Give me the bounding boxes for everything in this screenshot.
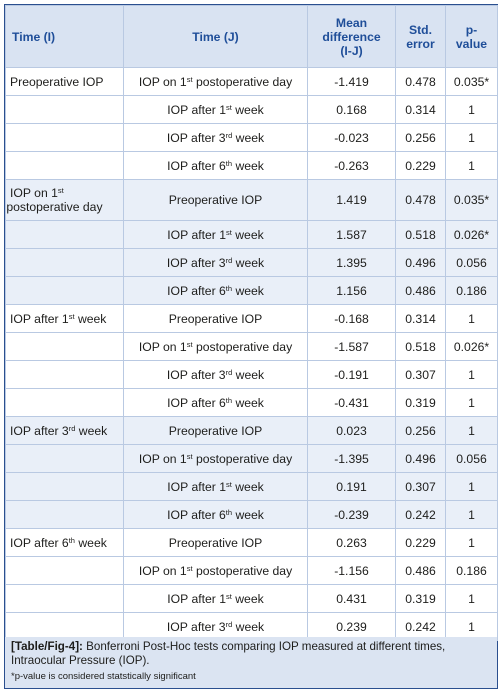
cell-mean-difference: -1.587	[308, 333, 396, 361]
cell-std-error: 0.242	[396, 613, 446, 641]
cell-mean-difference: -1.395	[308, 445, 396, 473]
cell-time-j: IOP after 6th week	[124, 152, 308, 180]
table-row	[6, 249, 498, 277]
cell-time-i: Preoperative IOP	[6, 68, 124, 96]
cell-mean-difference: -0.239	[308, 501, 396, 529]
header-mean-difference: Mean difference (I-J)	[308, 6, 396, 68]
cell-time-j: IOP after 3rd week	[124, 613, 308, 641]
cell-mean-difference: -0.023	[308, 124, 396, 152]
cell-std-error: 0.307	[396, 473, 446, 501]
cell-time-i	[6, 249, 124, 277]
cell-time-i	[6, 557, 124, 585]
cell-time-j: IOP after 1st week	[124, 96, 308, 124]
cell-p-value: 0.056	[446, 249, 498, 277]
cell-std-error: 0.478	[396, 180, 446, 221]
cell-time-j: IOP after 3rd week	[124, 361, 308, 389]
cell-time-i: IOP on 1st postoperative day	[6, 180, 124, 221]
cell-std-error: 0.256	[396, 124, 446, 152]
cell-time-i	[6, 389, 124, 417]
cell-p-value: 1	[446, 585, 498, 613]
cell-p-value: 1	[446, 124, 498, 152]
cell-time-i: IOP after 1st week	[6, 305, 124, 333]
cell-time-j: Preoperative IOP	[124, 529, 308, 557]
table-row	[6, 124, 498, 152]
cell-mean-difference: -1.156	[308, 557, 396, 585]
table-row	[6, 68, 498, 96]
cell-std-error: 0.496	[396, 445, 446, 473]
cell-mean-difference: 1.156	[308, 277, 396, 305]
cell-time-j: IOP after 6th week	[124, 277, 308, 305]
cell-time-i	[6, 96, 124, 124]
cell-std-error: 0.242	[396, 501, 446, 529]
cell-time-j: IOP after 1st week	[124, 221, 308, 249]
cell-std-error: 0.229	[396, 529, 446, 557]
cell-time-i	[6, 585, 124, 613]
cell-mean-difference: 1.419	[308, 180, 396, 221]
cell-p-value: 0.186	[446, 277, 498, 305]
cell-std-error: 0.307	[396, 361, 446, 389]
table-figure	[4, 4, 498, 689]
table-row	[6, 333, 498, 361]
cell-std-error: 0.319	[396, 585, 446, 613]
cell-time-j: Preoperative IOP	[124, 180, 308, 221]
table-row	[6, 389, 498, 417]
caption-text: Bonferroni Post-Hoc tests comparing IOP measured at different times, Intraocular Pressure (IOP).	[11, 640, 446, 667]
cell-time-i	[6, 152, 124, 180]
cell-p-value: 1	[446, 389, 498, 417]
table-row	[6, 305, 498, 333]
cell-p-value: 0.026*	[446, 333, 498, 361]
cell-time-i	[6, 124, 124, 152]
cell-time-i	[6, 445, 124, 473]
table-row	[6, 96, 498, 124]
cell-mean-difference: 0.168	[308, 96, 396, 124]
cell-std-error: 0.518	[396, 221, 446, 249]
cell-std-error: 0.518	[396, 333, 446, 361]
cell-mean-difference: 0.239	[308, 613, 396, 641]
bonferroni-table	[5, 5, 498, 641]
header-time-i: Time (I)	[6, 6, 124, 68]
table-caption	[5, 637, 497, 688]
cell-mean-difference: 0.263	[308, 529, 396, 557]
table-row	[6, 417, 498, 445]
cell-time-j: IOP after 1st week	[124, 585, 308, 613]
cell-time-j: IOP after 6th week	[124, 389, 308, 417]
caption-label: [Table/Fig-4]:	[11, 640, 83, 653]
cell-std-error: 0.314	[396, 96, 446, 124]
header-std-error: Std. error	[396, 6, 446, 68]
cell-std-error: 0.256	[396, 417, 446, 445]
cell-time-i	[6, 473, 124, 501]
cell-mean-difference: 0.191	[308, 473, 396, 501]
cell-p-value: 1	[446, 473, 498, 501]
cell-mean-difference: 0.431	[308, 585, 396, 613]
table-row	[6, 529, 498, 557]
header-row	[6, 6, 498, 68]
cell-p-value: 1	[446, 501, 498, 529]
table-row	[6, 585, 498, 613]
cell-time-j: IOP after 3rd week	[124, 124, 308, 152]
cell-time-i: IOP after 6th week	[6, 529, 124, 557]
cell-mean-difference: -0.168	[308, 305, 396, 333]
cell-time-j: Preoperative IOP	[124, 417, 308, 445]
cell-time-j: IOP on 1st postoperative day	[124, 333, 308, 361]
cell-time-j: Preoperative IOP	[124, 305, 308, 333]
cell-time-j: IOP after 1st week	[124, 473, 308, 501]
table-row	[6, 152, 498, 180]
cell-mean-difference: -0.263	[308, 152, 396, 180]
cell-p-value: 0.056	[446, 445, 498, 473]
cell-mean-difference: 1.587	[308, 221, 396, 249]
caption-footnote: *p-value is considered statstically significant	[11, 671, 196, 682]
cell-time-j: IOP on 1st postoperative day	[124, 445, 308, 473]
cell-mean-difference: -0.431	[308, 389, 396, 417]
table-row	[6, 445, 498, 473]
cell-std-error: 0.478	[396, 68, 446, 96]
cell-time-i	[6, 221, 124, 249]
cell-std-error: 0.314	[396, 305, 446, 333]
cell-time-j: IOP after 3rd week	[124, 249, 308, 277]
cell-p-value: 1	[446, 96, 498, 124]
cell-time-j: IOP on 1st postoperative day	[124, 557, 308, 585]
cell-time-i	[6, 501, 124, 529]
cell-std-error: 0.486	[396, 557, 446, 585]
cell-time-i: IOP after 3rd week	[6, 417, 124, 445]
cell-p-value: 0.035*	[446, 68, 498, 96]
cell-p-value: 0.026*	[446, 221, 498, 249]
header-p-value: p- value	[446, 6, 498, 68]
cell-std-error: 0.486	[396, 277, 446, 305]
table-row	[6, 501, 498, 529]
cell-time-i	[6, 277, 124, 305]
table-row	[6, 221, 498, 249]
cell-mean-difference: 1.395	[308, 249, 396, 277]
cell-mean-difference: 0.023	[308, 417, 396, 445]
table-row	[6, 361, 498, 389]
cell-time-j: IOP after 6th week	[124, 501, 308, 529]
cell-std-error: 0.319	[396, 389, 446, 417]
header-time-j: Time (J)	[124, 6, 308, 68]
table-row	[6, 277, 498, 305]
table-row	[6, 180, 498, 221]
cell-mean-difference: -1.419	[308, 68, 396, 96]
cell-mean-difference: -0.191	[308, 361, 396, 389]
cell-p-value: 1	[446, 529, 498, 557]
cell-p-value: 1	[446, 361, 498, 389]
cell-time-i	[6, 333, 124, 361]
table-row	[6, 557, 498, 585]
cell-p-value: 1	[446, 305, 498, 333]
table-row	[6, 473, 498, 501]
cell-std-error: 0.496	[396, 249, 446, 277]
cell-p-value: 1	[446, 152, 498, 180]
cell-p-value: 0.186	[446, 557, 498, 585]
table-body	[6, 68, 498, 641]
cell-p-value: 0.035*	[446, 180, 498, 221]
cell-time-j: IOP on 1st postoperative day	[124, 68, 308, 96]
cell-std-error: 0.229	[396, 152, 446, 180]
cell-p-value: 1	[446, 613, 498, 641]
cell-p-value: 1	[446, 417, 498, 445]
cell-time-i	[6, 361, 124, 389]
